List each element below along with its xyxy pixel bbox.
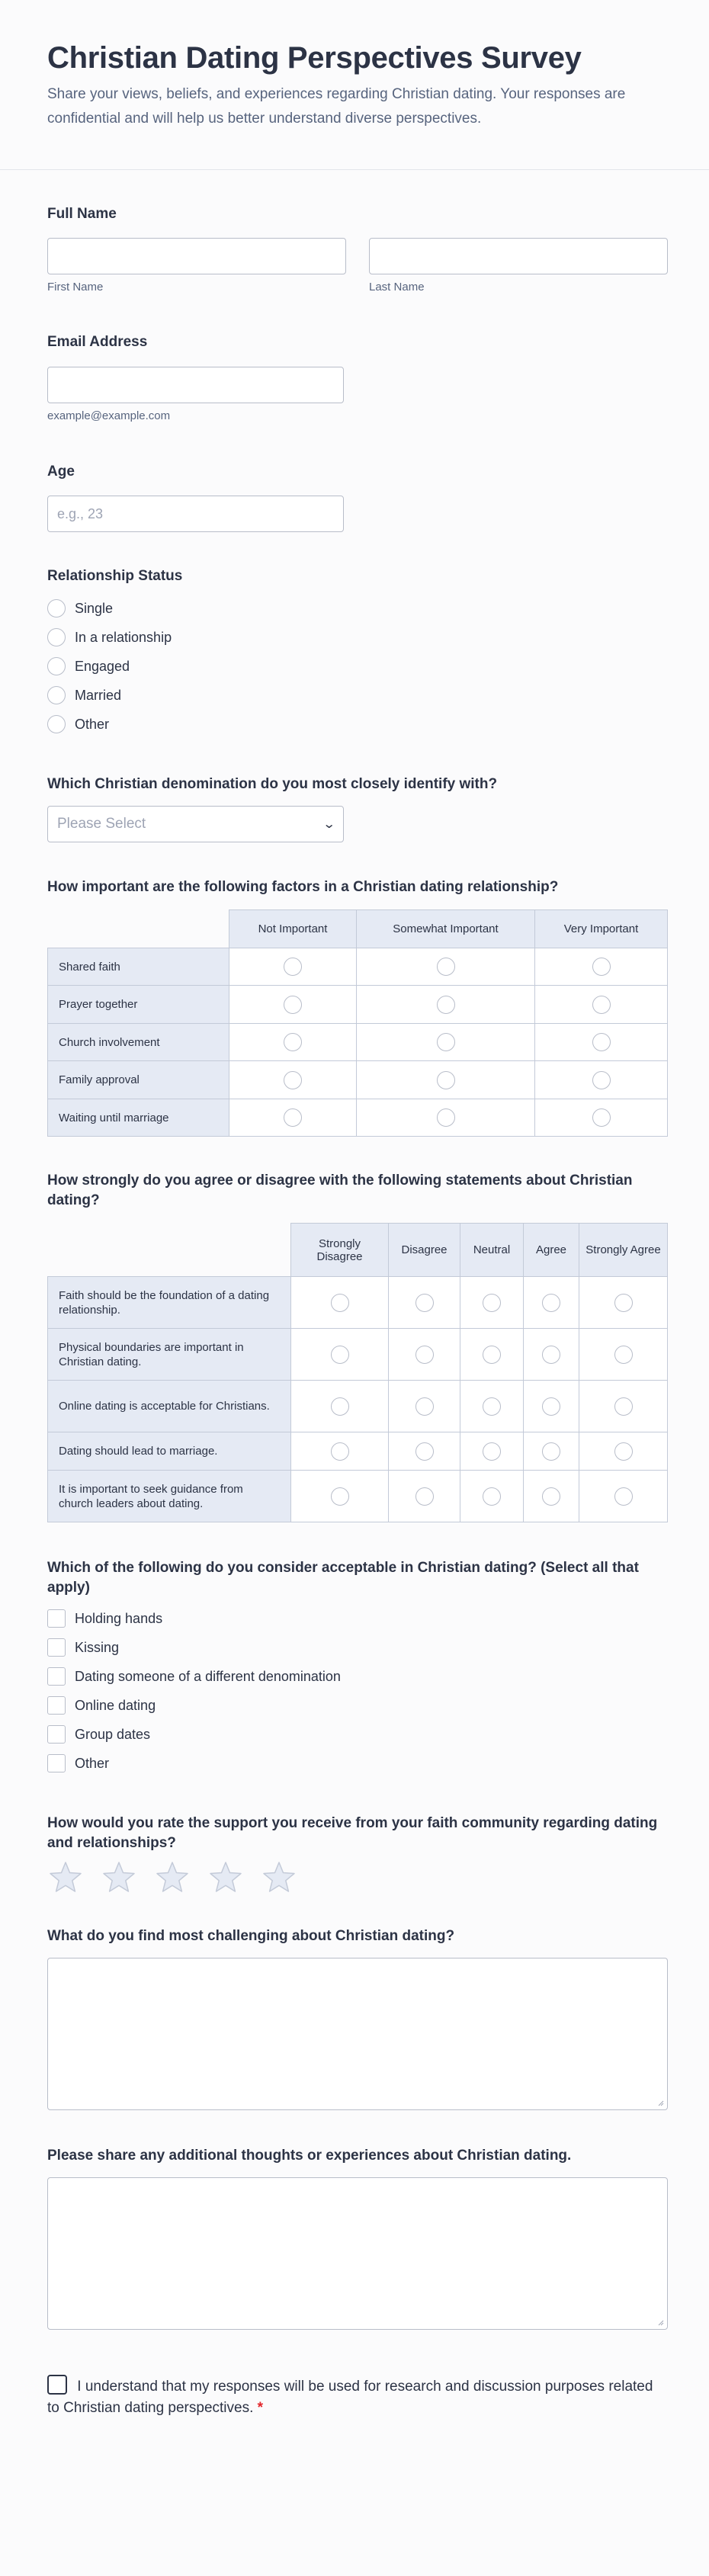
matrix-row [48, 1471, 668, 1522]
consent-row[interactable] [47, 2375, 668, 2419]
matrix-row-label: Dating should lead to marriage. [48, 1432, 291, 1471]
matrix-radio[interactable] [483, 1346, 501, 1364]
denomination-label: Which Christian denomination do you most closely identify with? [47, 776, 498, 792]
matrix-corner [48, 910, 229, 948]
radio-label: Single [75, 600, 114, 616]
matrix-cell[interactable] [291, 1432, 389, 1471]
acceptable-question [47, 1558, 668, 1598]
radio-circle[interactable] [47, 628, 66, 646]
email-label: Email Address [47, 334, 148, 350]
radio-option[interactable] [47, 710, 172, 739]
checkbox-label: Kissing [75, 1639, 120, 1655]
matrix-cell[interactable] [229, 1024, 357, 1061]
matrix-row [48, 1061, 668, 1099]
matrix-cell[interactable] [524, 1381, 579, 1432]
matrix-cell[interactable] [357, 1024, 535, 1061]
matrix-cell[interactable] [535, 1061, 668, 1099]
checkbox[interactable] [47, 1667, 66, 1686]
matrix-cell[interactable] [357, 986, 535, 1024]
additional-question [47, 2146, 571, 2166]
matrix-cell[interactable] [460, 1277, 524, 1329]
denomination-group [47, 806, 344, 842]
matrix-cell[interactable] [229, 1061, 357, 1099]
matrix-row-label: Faith should be the foundation of a dating relationship. [48, 1277, 291, 1329]
consent-checkbox[interactable] [47, 2375, 67, 2395]
matrix-radio[interactable] [483, 1487, 501, 1506]
matrix-cell[interactable] [357, 1061, 535, 1099]
matrix-radio[interactable] [592, 958, 611, 976]
matrix-radio[interactable] [415, 1294, 434, 1312]
matrix-cell[interactable] [579, 1381, 668, 1432]
matrix-column-header: Agree [524, 1224, 579, 1277]
last-name-sublabel: Last Name [369, 281, 425, 294]
matrix-row-label: Physical boundaries are important in Christian dating. [48, 1329, 291, 1381]
matrix-row-label: Shared faith [48, 948, 229, 986]
matrix-radio[interactable] [592, 1071, 611, 1089]
first-name-input[interactable] [47, 238, 346, 274]
challenging-question [47, 1926, 454, 1946]
matrix-radio[interactable] [437, 996, 455, 1014]
matrix-radio[interactable] [614, 1346, 633, 1364]
matrix-column-header: Neutral [460, 1224, 524, 1277]
additional-textarea[interactable] [47, 2177, 668, 2330]
matrix-radio[interactable] [483, 1442, 501, 1461]
matrix-radio[interactable] [415, 1346, 434, 1364]
matrix-radio[interactable] [331, 1442, 349, 1461]
matrix-header-row [48, 1224, 668, 1277]
matrix-radio[interactable] [542, 1294, 560, 1312]
first-name-sublabel: First Name [47, 281, 104, 294]
checkbox-option[interactable] [47, 1691, 341, 1720]
matrix-cell[interactable] [535, 1024, 668, 1061]
radio-label: Engaged [75, 658, 130, 674]
matrix-radio[interactable] [415, 1487, 434, 1506]
matrix-cell[interactable] [535, 948, 668, 986]
checkbox-label: Group dates [75, 1726, 151, 1742]
challenging-group [47, 1958, 668, 2110]
matrix-row [48, 1099, 668, 1137]
factors-matrix-wrap [47, 909, 668, 1137]
chevron-down-icon: ⌄ [322, 818, 336, 831]
star-icon[interactable] [154, 1859, 191, 1896]
checkbox[interactable] [47, 1754, 66, 1772]
matrix-radio[interactable] [614, 1294, 633, 1312]
agreement-matrix-wrap [47, 1223, 668, 1522]
checkbox-option[interactable] [47, 1749, 341, 1778]
matrix-radio[interactable] [437, 1108, 455, 1127]
acceptable-label: Which of the following do you consider acceptable in Christian dating? (Select all that apply) [47, 1560, 639, 1596]
email-sublabel: example@example.com [47, 409, 171, 422]
matrix-cell[interactable] [389, 1381, 460, 1432]
matrix-radio[interactable] [284, 1108, 302, 1127]
matrix-cell[interactable] [460, 1432, 524, 1471]
matrix-radio[interactable] [614, 1397, 633, 1416]
matrix-radio[interactable] [415, 1397, 434, 1416]
radio-circle[interactable] [47, 686, 66, 704]
matrix-cell[interactable] [535, 986, 668, 1024]
matrix-cell[interactable] [291, 1329, 389, 1381]
radio-circle[interactable] [47, 599, 66, 618]
checkbox[interactable] [47, 1725, 66, 1744]
matrix-row [48, 1381, 668, 1432]
resize-handle-icon[interactable] [656, 2318, 664, 2326]
matrix-row [48, 1024, 668, 1061]
matrix-radio[interactable] [331, 1294, 349, 1312]
matrix-column-header: Not Important [229, 910, 357, 948]
matrix-cell[interactable] [357, 948, 535, 986]
matrix-row [48, 1329, 668, 1381]
denomination-question [47, 775, 497, 794]
matrix-cell[interactable] [389, 1329, 460, 1381]
challenging-label: What do you find most challenging about Christian dating? [47, 1928, 455, 1944]
matrix-radio[interactable] [415, 1442, 434, 1461]
star-icon[interactable] [261, 1859, 297, 1896]
factors-label: How important are the following factors in a Christian dating relationship? [47, 879, 559, 895]
relationship-status-options [47, 594, 172, 739]
matrix-radio[interactable] [437, 1071, 455, 1089]
checkbox-option[interactable] [47, 1633, 341, 1662]
radio-option[interactable] [47, 652, 172, 681]
matrix-cell[interactable] [524, 1329, 579, 1381]
matrix-radio[interactable] [483, 1294, 501, 1312]
resize-handle-icon[interactable] [656, 2099, 664, 2106]
matrix-radio[interactable] [542, 1397, 560, 1416]
matrix-column-header: Somewhat Important [357, 910, 535, 948]
checkbox[interactable] [47, 1609, 66, 1628]
age-input[interactable]: e.g., 23 [47, 496, 344, 532]
matrix-cell[interactable] [229, 986, 357, 1024]
matrix-cell[interactable] [389, 1277, 460, 1329]
matrix-row [48, 948, 668, 986]
radio-label: Married [75, 687, 122, 703]
matrix-radio[interactable] [483, 1397, 501, 1416]
last-name-group [369, 238, 668, 294]
matrix-column-header: Very Important [535, 910, 668, 948]
age-question [47, 462, 75, 482]
matrix-cell[interactable] [357, 1099, 535, 1137]
star-icon[interactable] [101, 1859, 137, 1896]
checkbox[interactable] [47, 1638, 66, 1657]
matrix-cell[interactable] [535, 1099, 668, 1137]
last-name-input[interactable] [369, 238, 668, 274]
matrix-radio[interactable] [284, 1033, 302, 1051]
checkbox-label: Online dating [75, 1697, 156, 1713]
checkbox[interactable] [47, 1696, 66, 1715]
matrix-row-label: It is important to seek guidance from church leaders about dating. [48, 1471, 291, 1522]
matrix-cell[interactable] [460, 1381, 524, 1432]
matrix-row-label: Prayer together [48, 986, 229, 1024]
consent-text: I understand that my responses will be used for research and discussion purposes related to Christian dating perspectives. [47, 2379, 653, 2416]
acceptable-options [47, 1604, 341, 1778]
matrix-cell[interactable] [389, 1471, 460, 1522]
first-name-group [47, 238, 346, 294]
checkbox-option[interactable] [47, 1662, 341, 1691]
denomination-placeholder: Please Select [57, 816, 146, 832]
matrix-column-header: Disagree [389, 1224, 460, 1277]
star-rating [47, 1859, 297, 1896]
matrix-radio[interactable] [592, 1108, 611, 1127]
full-name-label: Full Name [47, 206, 117, 222]
matrix-row [48, 1432, 668, 1471]
matrix-radio[interactable] [542, 1346, 560, 1364]
full-name-question [47, 204, 117, 224]
matrix-radio[interactable] [331, 1397, 349, 1416]
star-icon[interactable] [47, 1859, 84, 1896]
age-group [47, 496, 344, 532]
matrix-radio[interactable] [331, 1487, 349, 1506]
matrix-cell[interactable] [579, 1329, 668, 1381]
matrix-header-row [48, 910, 668, 948]
matrix-cell[interactable] [524, 1432, 579, 1471]
radio-circle[interactable] [47, 657, 66, 675]
radio-label: Other [75, 716, 110, 732]
matrix-cell[interactable] [460, 1471, 524, 1522]
matrix-radio[interactable] [284, 1071, 302, 1089]
factors-matrix [47, 909, 668, 1137]
agreement-label: How strongly do you agree or disagree with the following statements about Christian dating? [47, 1173, 633, 1208]
matrix-radio[interactable] [437, 958, 455, 976]
additional-group [47, 2177, 668, 2330]
required-mark: * [257, 2400, 264, 2416]
radio-circle[interactable] [47, 715, 66, 733]
radio-option[interactable] [47, 594, 172, 623]
matrix-radio[interactable] [542, 1487, 560, 1506]
matrix-radio[interactable] [437, 1033, 455, 1051]
matrix-column-header: Strongly Agree [579, 1224, 668, 1277]
matrix-row [48, 1277, 668, 1329]
matrix-column-header: Strongly Disagree [291, 1224, 389, 1277]
matrix-cell[interactable] [291, 1471, 389, 1522]
form-title: Christian Dating Perspectives Survey [47, 41, 582, 75]
form-description: Share your views, beliefs, and experiences regarding Christian dating. Your responses are confidential and will help us better understand diverse perspectives. [47, 86, 626, 127]
matrix-row-label: Church involvement [48, 1024, 229, 1061]
email-group [47, 367, 344, 422]
rating-group [47, 1859, 297, 1896]
matrix-cell[interactable] [579, 1432, 668, 1471]
matrix-cell[interactable] [291, 1381, 389, 1432]
checkbox-label: Holding hands [75, 1610, 163, 1626]
matrix-cell[interactable] [229, 948, 357, 986]
email-question [47, 332, 147, 352]
matrix-radio[interactable] [331, 1346, 349, 1364]
matrix-cell[interactable] [579, 1471, 668, 1522]
additional-label: Please share any additional thoughts or experiences about Christian dating. [47, 2148, 572, 2164]
matrix-radio[interactable] [284, 958, 302, 976]
matrix-corner [48, 1224, 291, 1277]
agreement-question [47, 1171, 668, 1211]
matrix-cell[interactable] [460, 1329, 524, 1381]
factors-question [47, 877, 558, 897]
matrix-row-label: Family approval [48, 1061, 229, 1099]
matrix-cell[interactable] [229, 1099, 357, 1137]
radio-label: In a relationship [75, 629, 172, 645]
checkbox-option[interactable] [47, 1604, 341, 1633]
radio-option[interactable] [47, 681, 172, 710]
matrix-radio[interactable] [614, 1487, 633, 1506]
matrix-cell[interactable] [579, 1277, 668, 1329]
age-label: Age [47, 464, 75, 480]
email-input[interactable] [47, 367, 344, 403]
form-header [0, 0, 709, 170]
matrix-cell[interactable] [389, 1432, 460, 1471]
matrix-radio[interactable] [592, 1033, 611, 1051]
matrix-cell[interactable] [524, 1277, 579, 1329]
star-icon[interactable] [207, 1859, 244, 1896]
relationship-status-question [47, 566, 182, 586]
matrix-row-label: Online dating is acceptable for Christians. [48, 1381, 291, 1432]
matrix-row [48, 986, 668, 1024]
radio-option[interactable] [47, 623, 172, 652]
checkbox-label: Dating someone of a different denomination [75, 1668, 341, 1684]
denomination-select[interactable] [47, 806, 344, 842]
consent-question [47, 2375, 668, 2419]
matrix-cell[interactable] [524, 1471, 579, 1522]
rating-question [47, 1814, 668, 1853]
matrix-radio[interactable] [542, 1442, 560, 1461]
agreement-matrix [47, 1223, 668, 1522]
challenging-textarea[interactable] [47, 1958, 668, 2110]
matrix-radio[interactable] [284, 996, 302, 1014]
matrix-row-label: Waiting until marriage [48, 1099, 229, 1137]
matrix-cell[interactable] [291, 1277, 389, 1329]
relationship-status-label: Relationship Status [47, 568, 183, 584]
matrix-radio[interactable] [592, 996, 611, 1014]
matrix-radio[interactable] [614, 1442, 633, 1461]
checkbox-option[interactable] [47, 1720, 341, 1749]
rating-label: How would you rate the support you receive from your faith community regarding dating and relationships? [47, 1815, 658, 1851]
checkbox-label: Other [75, 1755, 110, 1771]
